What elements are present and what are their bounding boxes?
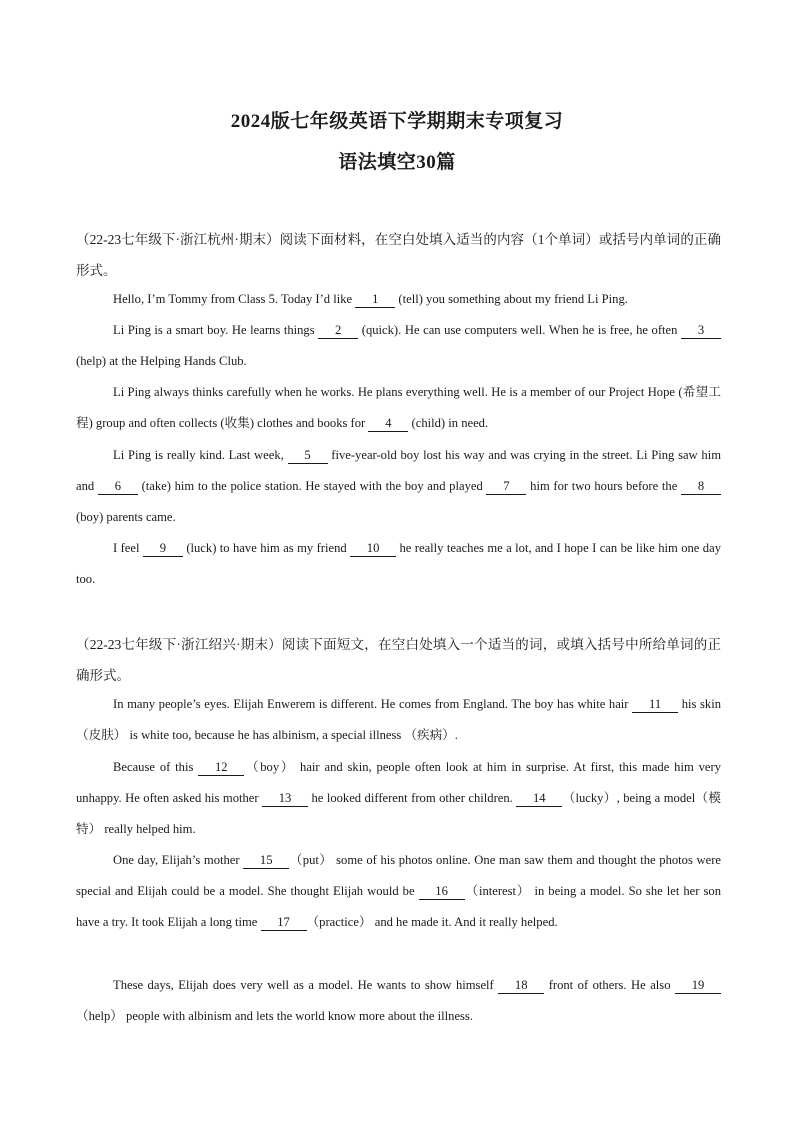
answer-blank-12[interactable]: 12: [198, 760, 244, 776]
paragraph-text: （put） some of his photos online. One man saw them and thought the photos were special and Elijah could be a model. She thought Elijah would be: [76, 853, 721, 899]
answer-blank-15[interactable]: 15: [243, 853, 289, 869]
paragraph-text: (luck) to have him as my friend: [182, 541, 351, 555]
answer-blank-9[interactable]: 9: [143, 541, 183, 557]
answer-blank-8[interactable]: 8: [681, 479, 721, 495]
section1-paragraph-4: [76, 440, 721, 534]
paragraph-text: his skin（皮肤） is white too, because he has albinism, a special illness （疾病）.: [76, 697, 721, 743]
answer-blank-16[interactable]: 16: [419, 884, 465, 900]
paragraph-text: I feel: [113, 541, 143, 555]
answer-blank-5[interactable]: 5: [288, 448, 328, 464]
paragraph-text: （boy） hair and skin, people often look at him in surprise. At first, this made him very unhappy. He often asked his mother: [76, 760, 721, 806]
paragraph-text: (quick). He can use computers well. When he is free, he often: [358, 323, 681, 337]
answer-blank-2[interactable]: 2: [318, 323, 358, 339]
paragraph-text: Li Ping is really kind. Last week,: [113, 448, 288, 462]
paragraph-text: five-year-old boy lost his way and was crying in the street. Li Ping saw him and: [76, 448, 721, 494]
section2-instruction: （22-23七年级下·浙江绍兴·期末）阅读下面短文，在空白处填入一个适当的词，或填入括号中所给单词的正确形式。: [76, 637, 721, 683]
answer-blank-17[interactable]: 17: [261, 915, 307, 931]
document-subtitle: 语法填空30篇: [338, 152, 456, 173]
paragraph-text: （practice） and he made it. And it really helped.: [306, 915, 558, 930]
paragraph-text: him for two hours before the: [526, 479, 681, 494]
paragraph-text: (boy) parents came.: [76, 510, 176, 525]
answer-blank-3[interactable]: 3: [681, 323, 721, 339]
answer-blank-18[interactable]: 18: [498, 978, 544, 994]
paragraph-text: Hello, I’m Tommy from Class 5. Today I’d like: [113, 292, 356, 306]
paragraph-text: he looked different from other children.: [308, 791, 517, 806]
answer-blank-6[interactable]: 6: [98, 479, 138, 495]
paragraph-text: Li Ping is a smart boy. He learns things: [113, 323, 319, 337]
answer-blank-7[interactable]: 7: [486, 479, 526, 495]
paragraph-text: Because of this: [113, 760, 199, 774]
paragraph-text: （lucky）, being a model（模特） really helped him.: [76, 791, 722, 837]
answer-blank-14[interactable]: 14: [516, 791, 562, 807]
section1-paragraph-1: [76, 284, 721, 315]
answer-blank-11[interactable]: 11: [632, 697, 678, 713]
paragraph-text: One day, Elijah’s mother: [113, 853, 244, 867]
section1-paragraph-3: [76, 377, 721, 439]
paragraph-text: (tell) you something about my friend Li Ping.: [395, 292, 628, 306]
paragraph-text: Li Ping always thinks carefully when he works. He plans everything well. He is a member of our Project Hope (希望工程) group and often collects (收集) clothes and books for: [76, 385, 721, 431]
answer-blank-4[interactable]: 4: [368, 416, 408, 432]
paragraph-text: （help） people with albinism and lets the world know more about the illness.: [76, 1009, 473, 1024]
paragraph-text: （interest） in being a model. So she let her son have a try. It took Elijah a long time: [76, 884, 721, 930]
section2-paragraph-1: [76, 689, 721, 751]
section1-paragraph-2: [76, 315, 721, 377]
paragraph-text: he really teaches me a lot, and I hope I can be like him one day too.: [76, 541, 721, 587]
paragraph-text: (take) him to the police station. He stayed with the boy and played: [137, 479, 487, 494]
answer-blank-19[interactable]: 19: [675, 978, 721, 994]
paragraph-text: These days, Elijah does very well as a model. He wants to show himself: [113, 978, 499, 992]
paragraph-text: (help) at the Helping Hands Club.: [76, 354, 247, 369]
paragraph-text: In many people’s eyes. Elijah Enwerem is different. He comes from England. The boy has white hair: [113, 697, 633, 711]
paragraph-text: (child) in need.: [408, 416, 489, 431]
section2-paragraph-4: [76, 970, 721, 1032]
answer-blank-1[interactable]: 1: [355, 292, 395, 308]
section2-paragraph-2: [76, 752, 721, 846]
answer-blank-10[interactable]: 10: [350, 541, 396, 557]
paragraph-text: front of others. He also: [544, 978, 675, 992]
answer-blank-13[interactable]: 13: [262, 791, 308, 807]
section1-paragraph-5: [76, 533, 721, 595]
document-title: 2024版七年级英语下学期期末专项复习: [230, 111, 564, 132]
section1-instruction: （22-23七年级下·浙江杭州·期末）阅读下面材料，在空白处填入适当的内容（1个单词）或括号内单词的正确形式。: [76, 232, 721, 278]
section2-paragraph-3: [76, 845, 721, 939]
